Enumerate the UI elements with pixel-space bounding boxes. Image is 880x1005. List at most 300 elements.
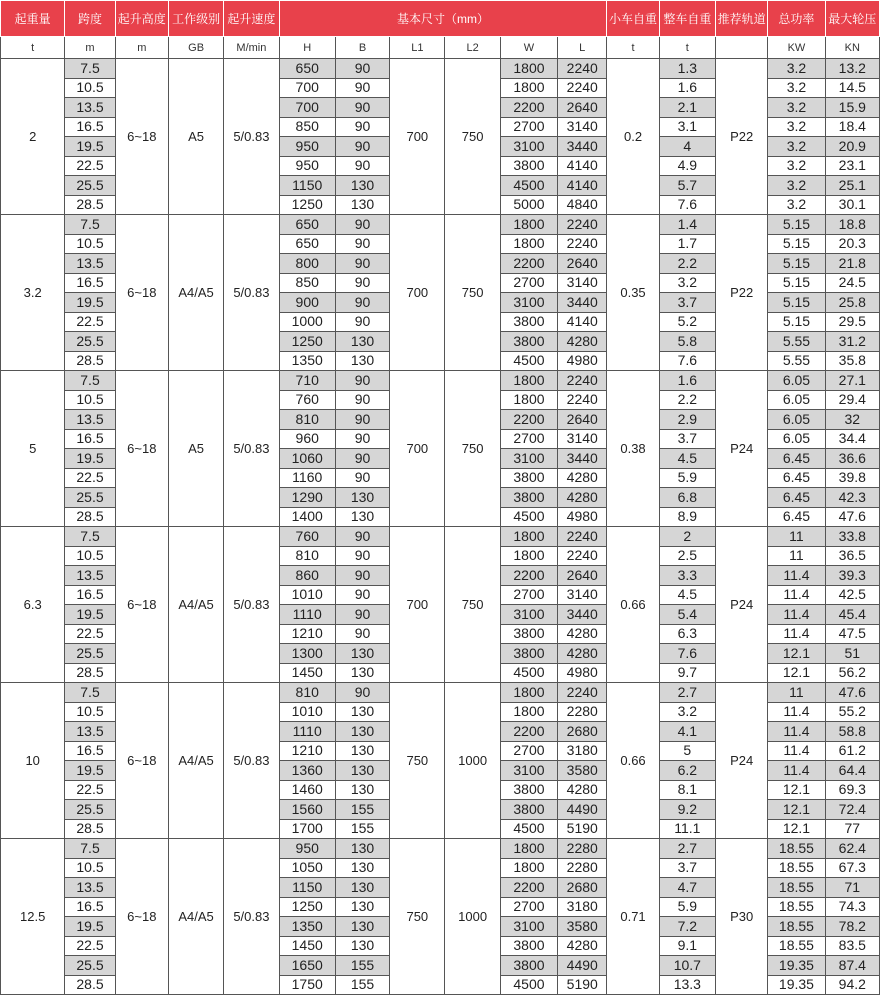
span-cell: 28.5: [65, 351, 115, 371]
trolley-weight-cell: 0.2: [607, 59, 659, 215]
l-cell: 3440: [558, 293, 607, 313]
power-cell: 3.2: [768, 117, 825, 137]
trolley-weight-cell: 0.66: [607, 683, 659, 839]
b-cell: 90: [335, 59, 389, 79]
span-cell: 19.5: [65, 137, 115, 157]
span-cell: 13.5: [65, 878, 115, 898]
power-cell: 12.1: [768, 800, 825, 820]
h-cell: 760: [279, 390, 335, 410]
power-cell: 5.15: [768, 215, 825, 235]
h-cell: 1290: [279, 488, 335, 508]
power-cell: 11: [768, 546, 825, 566]
duty-class-cell: A5: [168, 59, 223, 215]
wheel-load-cell: 31.2: [825, 332, 879, 352]
l2-cell: 750: [445, 527, 500, 683]
power-cell: 6.05: [768, 371, 825, 391]
span-cell: 22.5: [65, 468, 115, 488]
span-cell: 16.5: [65, 741, 115, 761]
power-cell: 5.15: [768, 254, 825, 274]
l-cell: 3440: [558, 137, 607, 157]
w-cell: 2200: [500, 98, 557, 118]
power-cell: 11: [768, 527, 825, 547]
total-weight-cell: 3.2: [659, 702, 715, 722]
l-cell: 2280: [558, 839, 607, 859]
h-cell: 650: [279, 234, 335, 254]
l1-cell: 750: [390, 683, 445, 839]
power-cell: 6.05: [768, 410, 825, 430]
total-weight-cell: 1.7: [659, 234, 715, 254]
b-cell: 90: [335, 371, 389, 391]
wheel-load-cell: 42.3: [825, 488, 879, 508]
w-cell: 2700: [500, 741, 557, 761]
b-cell: 90: [335, 410, 389, 430]
w-cell: 3800: [500, 644, 557, 664]
span-cell: 13.5: [65, 98, 115, 118]
h-cell: 950: [279, 156, 335, 176]
power-cell: 12.1: [768, 819, 825, 839]
span-cell: 13.5: [65, 410, 115, 430]
header-duty-class: 工作级别: [168, 1, 223, 37]
h-cell: 1110: [279, 605, 335, 625]
b-cell: 90: [335, 585, 389, 605]
lift-height-cell: 6~18: [115, 683, 168, 839]
l-cell: 4280: [558, 624, 607, 644]
b-cell: 130: [335, 351, 389, 371]
span-cell: 7.5: [65, 839, 115, 859]
table-header: [1, 1, 880, 59]
w-cell: 2700: [500, 273, 557, 293]
wheel-load-cell: 71: [825, 878, 879, 898]
w-cell: 3800: [500, 800, 557, 820]
wheel-load-cell: 15.9: [825, 98, 879, 118]
wheel-load-cell: 36.5: [825, 546, 879, 566]
wheel-load-cell: 87.4: [825, 956, 879, 976]
l-cell: 2640: [558, 254, 607, 274]
b-cell: 130: [335, 332, 389, 352]
l-cell: 4140: [558, 312, 607, 332]
h-cell: 950: [279, 137, 335, 157]
power-cell: 6.45: [768, 507, 825, 527]
span-cell: 10.5: [65, 78, 115, 98]
span-cell: 7.5: [65, 371, 115, 391]
h-cell: 1560: [279, 800, 335, 820]
w-cell: 2200: [500, 410, 557, 430]
w-cell: 3100: [500, 449, 557, 469]
wheel-load-cell: 18.4: [825, 117, 879, 137]
h-cell: 1460: [279, 780, 335, 800]
unit-cell: M/min: [224, 37, 279, 59]
h-cell: 1450: [279, 663, 335, 683]
span-cell: 16.5: [65, 117, 115, 137]
wheel-load-cell: 55.2: [825, 702, 879, 722]
rail-cell: P22: [715, 215, 767, 371]
lift-height-cell: 6~18: [115, 215, 168, 371]
h-cell: 1210: [279, 624, 335, 644]
h-cell: 1160: [279, 468, 335, 488]
total-weight-cell: 1.6: [659, 371, 715, 391]
duty-class-cell: A4/A5: [168, 683, 223, 839]
l2-cell: 1000: [445, 683, 500, 839]
rail-cell: P24: [715, 527, 767, 683]
w-cell: 4500: [500, 975, 557, 995]
w-cell: 2700: [500, 585, 557, 605]
w-cell: 1800: [500, 215, 557, 235]
total-weight-cell: 2: [659, 527, 715, 547]
span-cell: 10.5: [65, 390, 115, 410]
power-cell: 11.4: [768, 624, 825, 644]
w-cell: 4500: [500, 176, 557, 196]
h-cell: 700: [279, 98, 335, 118]
wheel-load-cell: 33.8: [825, 527, 879, 547]
power-cell: 5.55: [768, 351, 825, 371]
w-cell: 1800: [500, 546, 557, 566]
power-cell: 12.1: [768, 663, 825, 683]
power-cell: 19.35: [768, 975, 825, 995]
total-weight-cell: 2.9: [659, 410, 715, 430]
wheel-load-cell: 83.5: [825, 936, 879, 956]
total-weight-cell: 5.2: [659, 312, 715, 332]
span-cell: 16.5: [65, 273, 115, 293]
span-cell: 19.5: [65, 449, 115, 469]
rail-cell: P30: [715, 839, 767, 995]
l-cell: 3180: [558, 897, 607, 917]
w-cell: 2200: [500, 878, 557, 898]
span-cell: 22.5: [65, 312, 115, 332]
b-cell: 130: [335, 761, 389, 781]
h-cell: 860: [279, 566, 335, 586]
wheel-load-cell: 29.4: [825, 390, 879, 410]
unit-cell: m: [65, 37, 115, 59]
unit-cell: L: [558, 37, 607, 59]
power-cell: 18.55: [768, 878, 825, 898]
header-basic-dimensions: 基本尺寸（mm）: [279, 1, 607, 37]
l-cell: 2240: [558, 527, 607, 547]
l-cell: 3580: [558, 917, 607, 937]
wheel-load-cell: 47.5: [825, 624, 879, 644]
h-cell: 1250: [279, 332, 335, 352]
w-cell: 1800: [500, 858, 557, 878]
h-cell: 1350: [279, 351, 335, 371]
l-cell: 2640: [558, 566, 607, 586]
header-row-labels: [1, 1, 880, 37]
table-body: [1, 59, 880, 995]
table-row: [1, 215, 880, 235]
power-cell: 11.4: [768, 722, 825, 742]
header-row-units: [1, 37, 880, 59]
total-weight-cell: 10.7: [659, 956, 715, 976]
h-cell: 760: [279, 527, 335, 547]
l-cell: 2240: [558, 215, 607, 235]
w-cell: 2200: [500, 722, 557, 742]
b-cell: 130: [335, 507, 389, 527]
total-weight-cell: 9.7: [659, 663, 715, 683]
b-cell: 90: [335, 78, 389, 98]
h-cell: 1150: [279, 176, 335, 196]
total-weight-cell: 6.8: [659, 488, 715, 508]
w-cell: 2700: [500, 897, 557, 917]
wheel-load-cell: 67.3: [825, 858, 879, 878]
wheel-load-cell: 18.8: [825, 215, 879, 235]
wheel-load-cell: 39.8: [825, 468, 879, 488]
wheel-load-cell: 34.4: [825, 429, 879, 449]
h-cell: 1250: [279, 195, 335, 215]
h-cell: 1360: [279, 761, 335, 781]
span-cell: 25.5: [65, 956, 115, 976]
power-cell: 3.2: [768, 137, 825, 157]
wheel-load-cell: 78.2: [825, 917, 879, 937]
span-cell: 22.5: [65, 780, 115, 800]
l-cell: 2240: [558, 59, 607, 79]
total-weight-cell: 2.1: [659, 98, 715, 118]
total-weight-cell: 3.2: [659, 273, 715, 293]
power-cell: 18.55: [768, 917, 825, 937]
span-cell: 19.5: [65, 761, 115, 781]
w-cell: 3800: [500, 312, 557, 332]
h-cell: 900: [279, 293, 335, 313]
lift-speed-cell: 5/0.83: [224, 59, 279, 215]
l-cell: 3140: [558, 429, 607, 449]
power-cell: 5.15: [768, 273, 825, 293]
total-weight-cell: 2.5: [659, 546, 715, 566]
l-cell: 4490: [558, 956, 607, 976]
w-cell: 3100: [500, 761, 557, 781]
l-cell: 4280: [558, 780, 607, 800]
l-cell: 2240: [558, 546, 607, 566]
total-weight-cell: 8.1: [659, 780, 715, 800]
wheel-load-cell: 35.8: [825, 351, 879, 371]
w-cell: 1800: [500, 839, 557, 859]
total-weight-cell: 6.2: [659, 761, 715, 781]
power-cell: 18.55: [768, 897, 825, 917]
duty-class-cell: A4/A5: [168, 527, 223, 683]
b-cell: 130: [335, 195, 389, 215]
total-weight-cell: 1.4: [659, 215, 715, 235]
span-cell: 28.5: [65, 975, 115, 995]
wheel-load-cell: 74.3: [825, 897, 879, 917]
h-cell: 1650: [279, 956, 335, 976]
wheel-load-cell: 20.3: [825, 234, 879, 254]
w-cell: 1800: [500, 702, 557, 722]
w-cell: 3800: [500, 468, 557, 488]
lift-height-cell: 6~18: [115, 371, 168, 527]
span-cell: 10.5: [65, 546, 115, 566]
b-cell: 155: [335, 800, 389, 820]
wheel-load-cell: 47.6: [825, 683, 879, 703]
wheel-load-cell: 42.5: [825, 585, 879, 605]
l-cell: 4280: [558, 332, 607, 352]
l-cell: 3440: [558, 449, 607, 469]
wheel-load-cell: 62.4: [825, 839, 879, 859]
header-total-weight: 整车自重: [659, 1, 715, 37]
b-cell: 90: [335, 215, 389, 235]
total-weight-cell: 3.7: [659, 293, 715, 313]
power-cell: 18.55: [768, 839, 825, 859]
power-cell: 6.05: [768, 390, 825, 410]
h-cell: 850: [279, 117, 335, 137]
power-cell: 12.1: [768, 644, 825, 664]
total-weight-cell: 3.7: [659, 429, 715, 449]
b-cell: 90: [335, 156, 389, 176]
unit-cell: W: [500, 37, 557, 59]
h-cell: 850: [279, 273, 335, 293]
table-row: [1, 527, 880, 547]
load-cell: 10: [1, 683, 65, 839]
load-cell: 2: [1, 59, 65, 215]
header-load: 起重量: [1, 1, 65, 37]
h-cell: 650: [279, 215, 335, 235]
power-cell: 5.15: [768, 312, 825, 332]
unit-cell: GB: [168, 37, 223, 59]
trolley-weight-cell: 0.35: [607, 215, 659, 371]
b-cell: 130: [335, 897, 389, 917]
b-cell: 130: [335, 858, 389, 878]
lift-speed-cell: 5/0.83: [224, 215, 279, 371]
w-cell: 3800: [500, 156, 557, 176]
total-weight-cell: 3.1: [659, 117, 715, 137]
h-cell: 1700: [279, 819, 335, 839]
w-cell: 3800: [500, 488, 557, 508]
total-weight-cell: 2.2: [659, 254, 715, 274]
w-cell: 3800: [500, 936, 557, 956]
h-cell: 810: [279, 546, 335, 566]
total-weight-cell: 7.6: [659, 351, 715, 371]
l-cell: 4280: [558, 468, 607, 488]
b-cell: 90: [335, 312, 389, 332]
span-cell: 19.5: [65, 917, 115, 937]
lift-height-cell: 6~18: [115, 59, 168, 215]
span-cell: 25.5: [65, 176, 115, 196]
power-cell: 18.55: [768, 858, 825, 878]
power-cell: 11.4: [768, 741, 825, 761]
total-weight-cell: 2.7: [659, 839, 715, 859]
table-row: [1, 839, 880, 859]
span-cell: 7.5: [65, 683, 115, 703]
trolley-weight-cell: 0.66: [607, 527, 659, 683]
l-cell: 2240: [558, 234, 607, 254]
l1-cell: 700: [390, 527, 445, 683]
wheel-load-cell: 13.2: [825, 59, 879, 79]
h-cell: 810: [279, 410, 335, 430]
header-lift-speed: 起升速度: [224, 1, 279, 37]
power-cell: 6.45: [768, 488, 825, 508]
l-cell: 3140: [558, 585, 607, 605]
lift-height-cell: 6~18: [115, 527, 168, 683]
l-cell: 4140: [558, 156, 607, 176]
l-cell: 3580: [558, 761, 607, 781]
span-cell: 22.5: [65, 156, 115, 176]
total-weight-cell: 11.1: [659, 819, 715, 839]
power-cell: 3.2: [768, 78, 825, 98]
b-cell: 90: [335, 117, 389, 137]
l-cell: 2240: [558, 683, 607, 703]
h-cell: 1300: [279, 644, 335, 664]
power-cell: 3.2: [768, 176, 825, 196]
w-cell: 1800: [500, 683, 557, 703]
b-cell: 130: [335, 936, 389, 956]
total-weight-cell: 4.9: [659, 156, 715, 176]
l-cell: 2680: [558, 878, 607, 898]
b-cell: 155: [335, 819, 389, 839]
trolley-weight-cell: 0.38: [607, 371, 659, 527]
l-cell: 3180: [558, 741, 607, 761]
total-weight-cell: 4.1: [659, 722, 715, 742]
power-cell: 11.4: [768, 566, 825, 586]
power-cell: 19.35: [768, 956, 825, 976]
w-cell: 1800: [500, 59, 557, 79]
power-cell: 6.05: [768, 429, 825, 449]
power-cell: 3.2: [768, 59, 825, 79]
power-cell: 11.4: [768, 605, 825, 625]
header-lift-height: 起升高度: [115, 1, 168, 37]
total-weight-cell: 2.2: [659, 390, 715, 410]
total-weight-cell: 5.7: [659, 176, 715, 196]
w-cell: 3100: [500, 605, 557, 625]
unit-cell: KN: [825, 37, 879, 59]
unit-cell: KW: [768, 37, 825, 59]
unit-cell: t: [659, 37, 715, 59]
power-cell: 11: [768, 683, 825, 703]
unit-cell: [715, 37, 767, 59]
header-trolley-weight: 小车自重: [607, 1, 659, 37]
h-cell: 1450: [279, 936, 335, 956]
wheel-load-cell: 58.8: [825, 722, 879, 742]
l2-cell: 750: [445, 59, 500, 215]
power-cell: 3.2: [768, 156, 825, 176]
total-weight-cell: 3.7: [659, 858, 715, 878]
w-cell: 2200: [500, 566, 557, 586]
h-cell: 800: [279, 254, 335, 274]
load-cell: 12.5: [1, 839, 65, 995]
trolley-weight-cell: 0.71: [607, 839, 659, 995]
h-cell: 1010: [279, 702, 335, 722]
l-cell: 2240: [558, 371, 607, 391]
l-cell: 4980: [558, 351, 607, 371]
span-cell: 10.5: [65, 858, 115, 878]
lift-height-cell: 6~18: [115, 839, 168, 995]
b-cell: 130: [335, 488, 389, 508]
span-cell: 22.5: [65, 936, 115, 956]
h-cell: 1000: [279, 312, 335, 332]
unit-cell: t: [1, 37, 65, 59]
w-cell: 2700: [500, 117, 557, 137]
power-cell: 11.4: [768, 761, 825, 781]
wheel-load-cell: 25.1: [825, 176, 879, 196]
h-cell: 1750: [279, 975, 335, 995]
span-cell: 25.5: [65, 800, 115, 820]
l-cell: 2680: [558, 722, 607, 742]
span-cell: 10.5: [65, 702, 115, 722]
total-weight-cell: 9.2: [659, 800, 715, 820]
span-cell: 16.5: [65, 429, 115, 449]
l1-cell: 750: [390, 839, 445, 995]
wheel-load-cell: 45.4: [825, 605, 879, 625]
wheel-load-cell: 14.5: [825, 78, 879, 98]
rail-cell: P24: [715, 371, 767, 527]
power-cell: 11.4: [768, 585, 825, 605]
b-cell: 155: [335, 975, 389, 995]
b-cell: 90: [335, 390, 389, 410]
w-cell: 3800: [500, 624, 557, 644]
wheel-load-cell: 24.5: [825, 273, 879, 293]
w-cell: 1800: [500, 371, 557, 391]
unit-cell: L1: [390, 37, 445, 59]
w-cell: 3800: [500, 780, 557, 800]
b-cell: 90: [335, 429, 389, 449]
duty-class-cell: A5: [168, 371, 223, 527]
l-cell: 4280: [558, 936, 607, 956]
wheel-load-cell: 20.9: [825, 137, 879, 157]
total-weight-cell: 1.3: [659, 59, 715, 79]
